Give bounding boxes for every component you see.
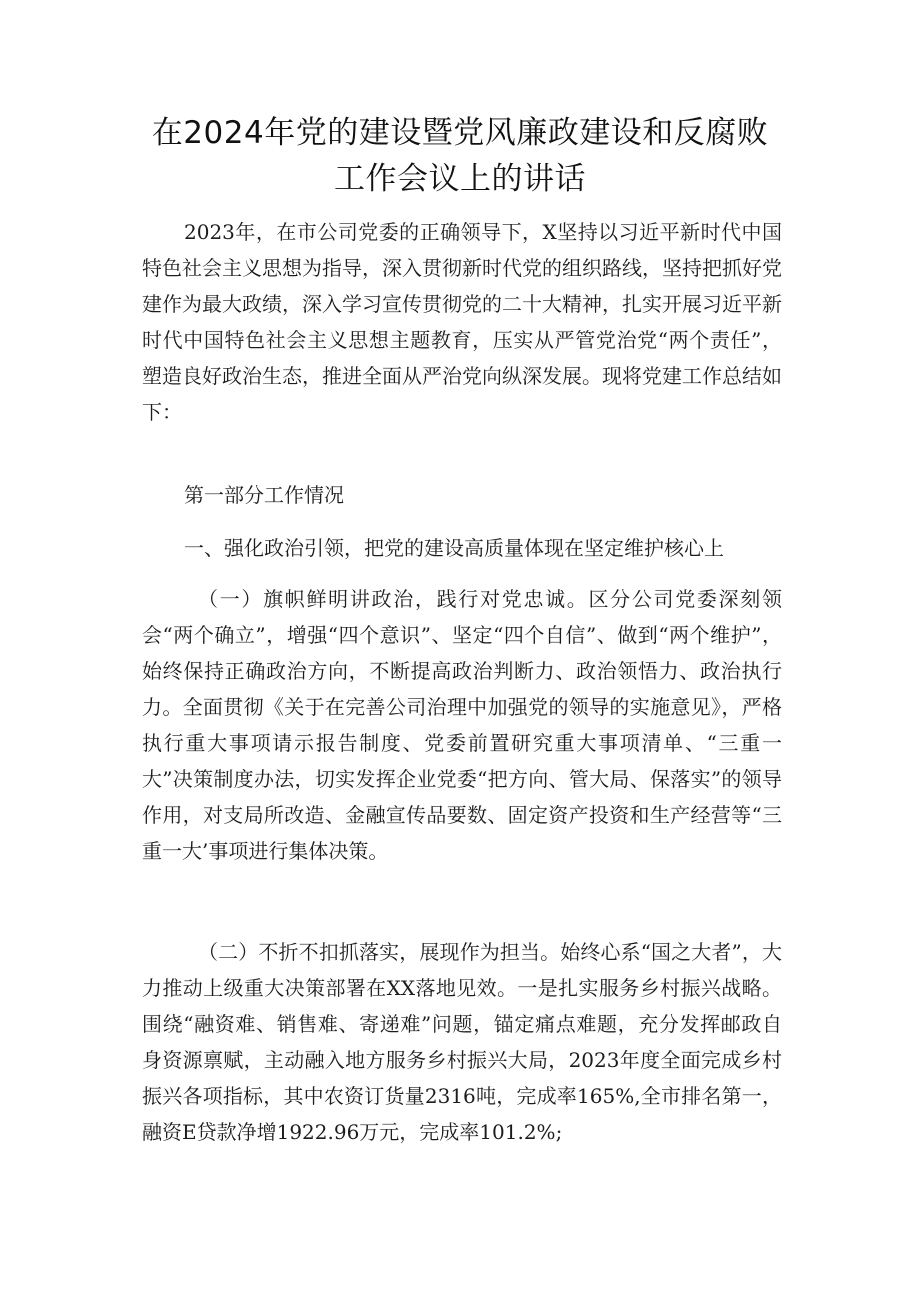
section1-heading: 一、强化政治引领，把党的建设高质量体现在坚定维护核心上 — [184, 536, 724, 560]
paragraph-item-two: （二）不折不扣抓落实，展现作为担当。始终心系“国之大者”，大力推动上级重大决策部署在XX落地见效。一是扎实服务乡村振兴战略。围绕“融资难、销售难、寄递难”问题，锚定痛点难题，充分发挥邮政自身资源禀赋，主动融入地方服务乡村振兴大局，2023年度全面完成乡村振兴各项指标，其中农资订货量2316吨，完成率165%,全市排名第一，融资E贷款净增1922.96万元，完成率101.2%; — [142, 940, 782, 1144]
part1-heading: 第一部分工作情况 — [184, 483, 344, 507]
document-title-line-1: 在2024年党的建设暨党风廉政建设和反腐败 — [151, 115, 769, 151]
paragraph-item-one: （一）旗帜鲜明讲政治，践行对党忠诚。区分公司党委深刻领会“两个确立”，增强“四个意识”、坚定“四个自信”、做到“两个维护”，始终保持正确政治方向，不断提高政治判断力、政治领悟力、政治执行力。全面贯彻《关于在完善公司治理中加强党的领导的实施意见》，严格执行重大事项请示报告制度、党委前置研究重大事项清单、“三重一大”决策制度办法，切实发挥企业党委“把方向、管大局、保落实”的领导作用，对支局所改造、金融宣传品要数、固定资产投资和生产经营等“三重一大’事项进行集体决策。 — [142, 587, 782, 863]
document-title-line-2: 工作会议上的讲话 — [334, 161, 586, 197]
intro-paragraph: 2023年，在市公司党委的正确领导下，X坚持以习近平新时代中国特色社会主义思想为指导，深入贯彻新时代党的组织路线，坚持把抓好党建作为最大政绩，深入学习宣传贯彻党的二十大精神，扎实开展习近平新时代中国特色社会主义思想主题教育，压实从严管党治党“两个责任”，塑造良好政治生态，推进全面从严治党向纵深发展。现将党建工作总结如下： — [142, 220, 782, 424]
